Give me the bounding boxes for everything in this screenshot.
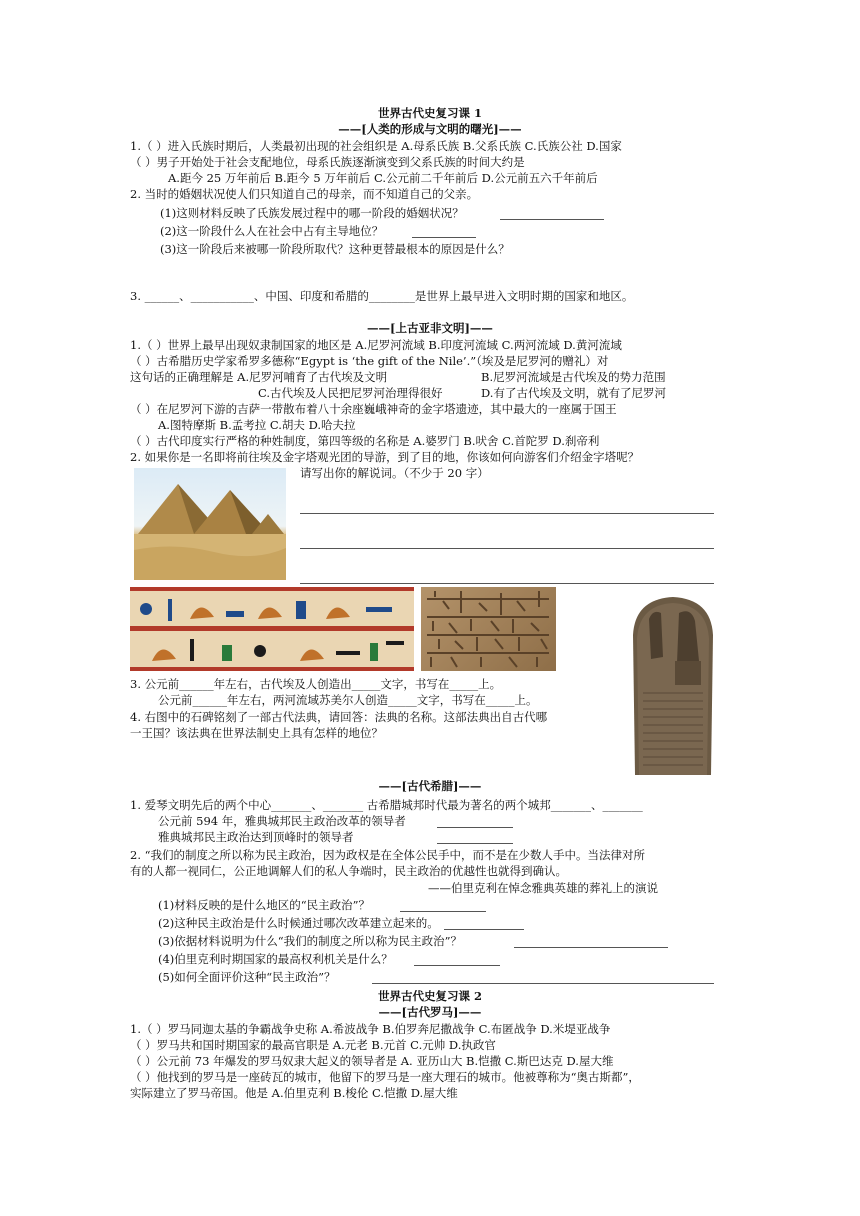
section-heading-ancient-greece: ——[古代希腊]—— bbox=[378, 779, 482, 793]
instruction-line: 请写出你的解说词。（不少于 20 字） bbox=[300, 466, 489, 480]
option-text: B.尼罗河流域是古代埃及的势力范围 bbox=[481, 370, 666, 384]
answer-line[interactable] bbox=[412, 237, 476, 238]
option-text: D.有了古代埃及文明，就有了尼罗河 bbox=[481, 386, 666, 400]
section-heading-ancient-rome: ——[古代罗马]—— bbox=[378, 1005, 482, 1019]
question-line: 4. 右图中的石碑铭刻了一部古代法典，请回答：法典的名称。这部法典出自古代哪 bbox=[130, 710, 548, 724]
answer-line[interactable] bbox=[300, 583, 714, 584]
question-line: 雅典城邦民主政治达到顶峰时的领导者 bbox=[158, 830, 354, 844]
answer-line[interactable] bbox=[500, 219, 604, 220]
question-line: （ ）古希腊历史学家希罗多德称“Egypt is ‘the gift of the Nile’.”（埃及是尼罗河的赠礼）对 bbox=[130, 354, 609, 368]
section-heading-ancient-afro-asian: ——[上古亚非文明]—— bbox=[367, 321, 493, 335]
options-line: A.图特摩斯 B.孟考拉 C.胡夫 D.哈夫拉 bbox=[158, 418, 356, 432]
fill-blank-line: 1. 爱琴文明先后的两个中心_______、_______ 古希腊城邦时代最为著名的两个城邦_______、_______ bbox=[130, 798, 643, 812]
review-1-title: 世界古代史复习课 1 bbox=[377, 106, 482, 120]
answer-line[interactable] bbox=[372, 983, 714, 984]
fill-blank-line: 3. ______、___________、中国、印度和希腊的________是世界上最早进入文明时期的国家和地区。 bbox=[130, 289, 634, 303]
question-line: 公元前 594 年，雅典城邦民主政治改革的领导者 bbox=[158, 814, 406, 828]
answer-line[interactable] bbox=[444, 929, 524, 930]
review-2-title: 世界古代史复习课 2 bbox=[377, 989, 482, 1003]
question-line: 1.（ ）进入氏族时期后，人类最初出现的社会组织是 A.母系氏族 B.父系氏族 C.氏族公社 D.国家 bbox=[130, 139, 622, 153]
cuneiform-tablet-photo bbox=[421, 587, 556, 671]
subquestion-line: (5)如何全面评价这种“民主政治”？ bbox=[158, 970, 336, 984]
question-line: 一王国？该法典在世界法制史上具有怎样的地位？ bbox=[130, 726, 383, 740]
subquestion-line: (2)这种民主政治是什么时候通过哪次改革建立起来的。 bbox=[158, 916, 439, 930]
subquestion-line: (3)依据材料说明为什么“我们的制度之所以称为民主政治”？ bbox=[158, 934, 463, 948]
subquestion-line: (2)这一阶段什么人在社会中占有主导地位？ bbox=[160, 224, 384, 238]
subquestion-line: (3)这一阶段后来被哪一阶段所取代？这种更替最根本的原因是什么？ bbox=[160, 242, 510, 256]
answer-line[interactable] bbox=[514, 947, 668, 948]
hieroglyphs-photo bbox=[130, 587, 414, 671]
question-line: （ ）罗马共和国时期国家的最高官职是 A.元老 B.元首 C.元帅 D.执政官 bbox=[130, 1038, 496, 1052]
hammurabi-stele-photo bbox=[621, 595, 723, 775]
quote-source: ——伯里克利在悼念雅典英雄的葬礼上的演说 bbox=[428, 881, 658, 895]
answer-line[interactable] bbox=[437, 827, 513, 828]
answer-line[interactable] bbox=[300, 548, 714, 549]
question-line: （ ）男子开始处于社会支配地位，母系氏族逐渐演变到父系氏族的时间大约是 bbox=[130, 155, 525, 169]
question-line: 1.（ ）罗马同迦太基的争霸战争史称 A.希波战争 B.伯罗奔尼撒战争 C.布匿战争 D.米堤亚战争 bbox=[130, 1022, 611, 1036]
question-line: 实际建立了罗马帝国。他是 A.伯里克利 B.梭伦 C.恺撒 D.屋大维 bbox=[130, 1086, 458, 1100]
answer-line[interactable] bbox=[400, 911, 486, 912]
subquestion-line: (4)伯里克利时期国家的最高权利机关是什么？ bbox=[158, 952, 393, 966]
answer-line[interactable] bbox=[300, 513, 714, 514]
question-line: （ ）古代印度实行严格的种姓制度，第四等级的名称是 A.婆罗门 B.吠舍 C.首陀罗 D.刹帝利 bbox=[130, 434, 600, 448]
question-line: （ ）在尼罗河下游的吉萨一带散布着八十余座巍峨神奇的金字塔遗迹，其中最大的一座属于国王 bbox=[130, 402, 617, 416]
question-line: 1.（ ）世界上最早出现奴隶制国家的地区是 A.尼罗河流域 B.印度河流域 C.两河流域 D.黄河流域 bbox=[130, 338, 622, 352]
question-line: 这句话的正确理解是 A.尼罗河哺育了古代埃及文明 bbox=[130, 370, 388, 384]
question-line: 2. 如果你是一名即将前往埃及金字塔观光团的导游，到了目的地，你该如何向游客们介绍金字塔呢？ bbox=[130, 450, 640, 464]
question-line: 2. 当时的婚姻状况使人们只知道自己的母亲，而不知道自己的父亲。 bbox=[130, 187, 479, 201]
quote-line: 有的人都一视同仁，公正地调解人们的私人争端时，民主政治的优越性也就得到确认。 bbox=[130, 864, 567, 878]
fill-blank-line: 公元前______年左右，两河流域苏美尔人创造_____文字，书写在_____上。 bbox=[158, 693, 538, 707]
question-line: （ ）公元前 73 年爆发的罗马奴隶大起义的领导者是 A. 亚历山大 B.恺撒 C.斯巴达克 D.屋大维 bbox=[130, 1054, 614, 1068]
question-line: （ ）他找到的罗马是一座砖瓦的城市，他留下的罗马是一座大理石的城市。他被尊称为“奥古斯都”， bbox=[130, 1070, 640, 1084]
options-line: A.距今 25 万年前后 B.距今 5 万年前后 C.公元前二千年前后 D.公元前五六千年前后 bbox=[168, 171, 598, 185]
fill-blank-line: 3. 公元前______年左右，古代埃及人创造出_____文字，书写在_____上。 bbox=[130, 677, 502, 691]
quote-line: 2. “我们的制度之所以称为民主政治，因为政权是在全体公民手中，而不是在少数人手中。当法律对所 bbox=[130, 848, 646, 862]
subquestion-line: (1)这则材料反映了氏族发展过程中的哪一阶段的婚姻状况？ bbox=[160, 206, 464, 220]
option-text: C.古代埃及人民把尼罗河治理得很好 bbox=[258, 386, 443, 400]
section-heading-dawn-of-civilization: ——[人类的形成与文明的曙光]—— bbox=[338, 122, 522, 136]
answer-line[interactable] bbox=[437, 843, 513, 844]
subquestion-line: (1)材料反映的是什么地区的“民主政治”？ bbox=[158, 898, 371, 912]
pyramids-photo bbox=[134, 468, 286, 580]
answer-line[interactable] bbox=[414, 965, 500, 966]
